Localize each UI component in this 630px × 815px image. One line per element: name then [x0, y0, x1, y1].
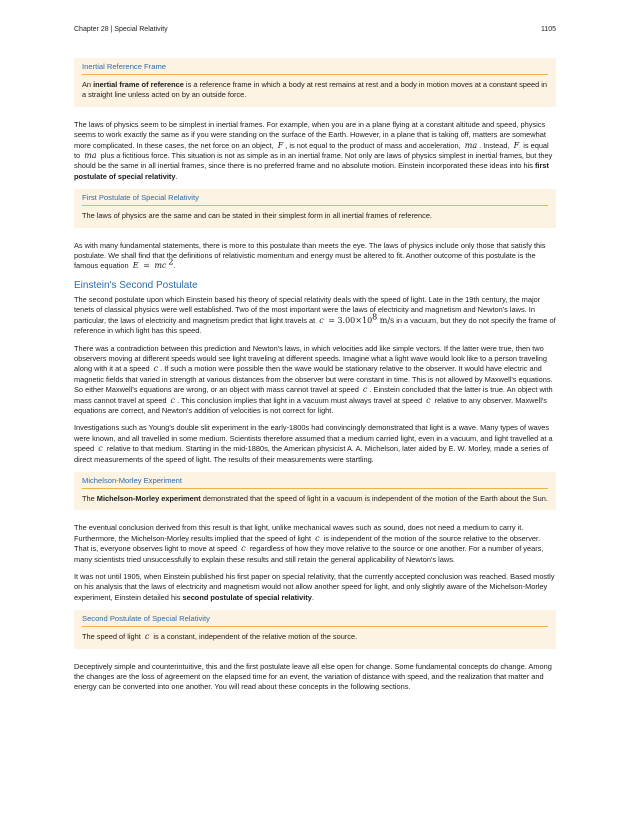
callout-body	[82, 494, 548, 504]
text: .	[311, 592, 314, 602]
math-var: F	[513, 140, 520, 150]
math-var: c	[319, 315, 324, 325]
text: There was a contradiction between this prediction and Newton's laws, in which velocities add like simple vectors. If the latter were true, then two observers moving at different speeds would see light traveling at different speeds. Imagine what a light wave would look like to a person traveling along with it at a speed	[74, 343, 547, 374]
text: is a reference frame in which a body at rest remains at rest and a body in motion moves at a constant speed in a straight line unless acted on by an outside force.	[82, 80, 548, 100]
callout-title: Second Postulate of Special Relativity	[82, 614, 548, 627]
text: . If such a motion were possible then the wave would be stationary relative to the observer. It would have electric and magnetic fields that varied in strength at various distances from the observer but were constant in time. This is not allowed by Maxwell's equations. So either Maxwell's equations are wrong, or an object with mass cannot travel at speed	[74, 364, 553, 395]
text: . Einstein concluded that the latter is true. An object with mass cannot travel at speed	[74, 385, 553, 405]
text: As with many fundamental statements, there is more to this postulate than meets the eye. The laws of physics include only those that satisfy this postulate. We shall find that the definitions of relativistic momentum and energy must be altered to fit. Another outcome of this postulate is the famous equation	[74, 240, 546, 271]
text: . Instead,	[479, 140, 512, 150]
paragraph	[74, 572, 556, 603]
callout-body: The laws of physics are the same and can be stated in their simplest form in all inertial frames of reference.	[82, 211, 432, 221]
callout-first-postulate	[74, 189, 556, 227]
paragraph	[74, 241, 556, 272]
text: .	[175, 171, 178, 181]
section-heading: Einstein's Second Postulate	[74, 279, 198, 291]
callout-title: Inertial Reference Frame	[82, 62, 548, 75]
math-var: ma	[464, 140, 478, 150]
text: is a constant, independent of the relative motion of the source.	[151, 632, 358, 642]
callout-second-postulate	[74, 610, 556, 648]
text: regardless of how they move relative to the source or one another. For a number of years, many scientists tried unsuccessfully to explain these results and still retain the general applicability of Newton's laws.	[74, 544, 544, 564]
math-unit: m/s	[377, 315, 395, 325]
callout-title: Michelson-Morley Experiment	[82, 476, 548, 489]
math-exponent: 8	[372, 312, 378, 322]
text: The	[82, 493, 97, 503]
math-var: c	[426, 395, 431, 405]
math-var: E	[132, 261, 139, 271]
text: Deceptively simple and counterintuitive, this and the first postulate leave all else open for change. Some fundamental concepts do change. Among the changes are the loss of agreement on the elapsed time for an event, the variation of distance with speed, and the realization that matter and energy can be converted into one another. You will read about these concepts in the following sections.	[74, 661, 552, 692]
text: , is not equal to the product of mass and acceleration,	[285, 140, 463, 150]
term-bold: Michelson-Morley experiment	[96, 493, 201, 503]
text: is equal to	[74, 140, 549, 161]
callout-title: First Postulate of Special Relativity	[82, 193, 548, 206]
paragraph	[74, 120, 556, 182]
math-var: c	[153, 364, 159, 374]
callout-body	[82, 80, 548, 101]
callout-body	[82, 632, 548, 642]
math-var: c	[170, 395, 175, 405]
text: An	[82, 80, 94, 89]
text: demonstrated that the speed of light in a vacuum is independent of the motion of the Earth about the Sun.	[200, 493, 548, 503]
page-number: 1105	[540, 26, 556, 33]
chapter-title: Chapter 28 | Special Relativity	[74, 26, 168, 33]
paragraph	[74, 662, 556, 693]
math-var: ma	[84, 151, 97, 161]
text: The second postulate upon which Einstein based his theory of special relativity deals with the speed of light. Late in the 19th century, the major tenets of classical physics were well established. Two of the most important were the laws of electricity and magnetism and Newton's laws. In particular, the laws of electricity and magnetism predict that light travels at	[74, 294, 541, 325]
text: Investigations such as Young's double slit experiment in the early-1800s had convincingly demonstrated that light is a wave. Many types of waves were known, and all travelled in some medium. Scientists therefore assumed that a medium carried light, even in a vacuum, and light travelled at a speed	[74, 423, 553, 454]
math-value: = 3.00×10	[325, 315, 373, 325]
text: .	[173, 261, 176, 271]
math-var: c	[144, 632, 150, 642]
callout-michelson-morley	[74, 472, 556, 510]
text: The eventual conclusion derived from this result is that light, unlike mechanical waves such as sound, does not need a medium to carry it. Furthermore, the Michelson-Morley results implied that the speed of light	[74, 523, 524, 543]
paragraph	[74, 295, 556, 337]
text: It was not until 1905, when Einstein published his first paper on special relativity, that the currently accepted conclusion was reached. Based mostly on his analysis that the laws of electricity and magnetism would not allow another speed for light, and only slightly aware of the Michelson-Morley experiment, Einstein detailed his	[74, 572, 555, 602]
page-content	[74, 58, 556, 700]
paragraph	[74, 423, 556, 465]
text: The speed of light	[82, 632, 143, 642]
text: in a vacuum, but they do not specify the frame of reference in which light has this speed.	[74, 315, 556, 336]
math-var: c	[241, 544, 246, 554]
text: . This conclusion implies that light in a vacuum must always travel at speed	[176, 395, 425, 405]
page-header	[74, 26, 556, 33]
callout-inertial-frame	[74, 58, 556, 107]
math-var: F	[277, 140, 284, 150]
term-bold: first postulate of special relativity	[74, 161, 549, 181]
paragraph	[74, 344, 556, 417]
text: relative to that medium. Starting in the mid-1880s, the American physicist A. A. Michelson, later aided by E. W. Morley, made a series of direct measurements of the speed of light. The results of their measurements were startling.	[74, 444, 549, 464]
math-exponent: 2	[168, 258, 174, 267]
math-var: c	[362, 385, 368, 395]
math-op: =	[140, 261, 153, 271]
term-bold: inertial frame of reference	[93, 80, 184, 89]
term-bold: second postulate of special relativity	[182, 592, 312, 602]
text: is independent of the motion of the source relative to the observer. That is, everyone observes light to move at speed	[74, 533, 541, 554]
math-var: mc	[154, 261, 167, 271]
paragraph	[74, 523, 556, 565]
text: relative to any observer. Maxwell's equations are correct, and Newton's addition of velocities is not correct for light.	[74, 395, 547, 415]
text: plus a fictitious force. This situation is not as simple as in an inertial frame. Not only are laws of physics simplest in inertial frames, but they should be the same in all inertial frames, since there is no preferred frame and no absolute motion. Einstein incorporated these ideas into his	[74, 151, 553, 171]
math-var: c	[315, 533, 320, 543]
text: The laws of physics seem to be simplest in inertial frames. For example, when you are in a plane flying at a constant altitude and speed, physics seems to work exactly the same as if you were standing on the surface of the Earth. However, in a plane that is taking off, matters are somewhat more complicated. In these cases, the net force on an object,	[74, 119, 546, 150]
math-var: c	[98, 444, 103, 454]
